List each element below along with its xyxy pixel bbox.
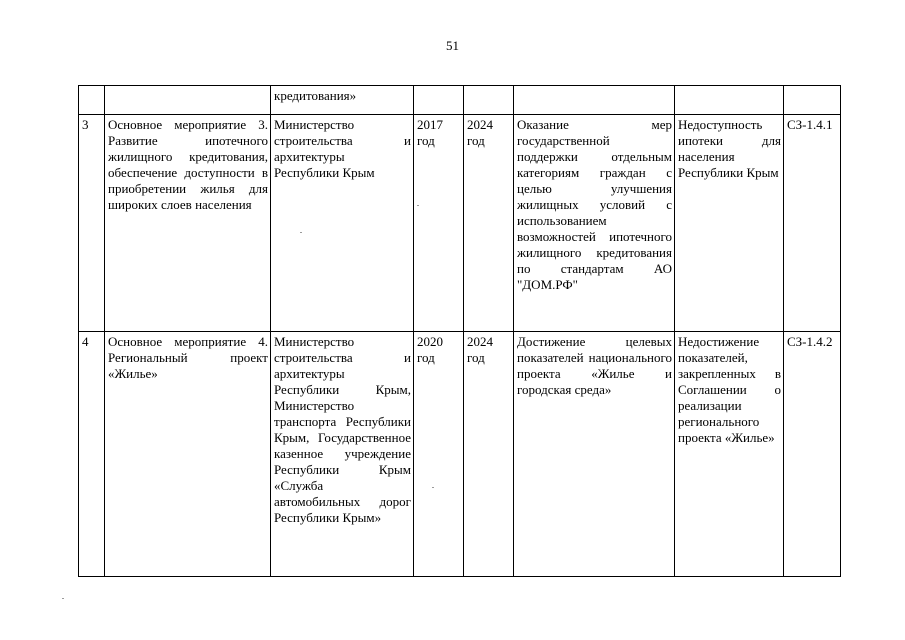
cell-indicator: СЗ-1.4.2	[784, 332, 841, 577]
cell-result: Оказание мер государственной поддержки отдельным категориям граждан с целью улучшения жилищных условий с использованием возможностей ипотечного жилищного кредитования по стандартам АО "ДОМ.РФ"	[514, 115, 675, 332]
cell-num	[79, 86, 105, 115]
cell-num: 4	[79, 332, 105, 577]
scan-speck	[62, 598, 64, 599]
scan-speck	[300, 232, 302, 233]
cell-consequence	[675, 86, 784, 115]
cell-indicator	[784, 86, 841, 115]
cell-start	[414, 86, 464, 115]
scan-speck	[432, 487, 434, 488]
cell-start: 2020 год	[414, 332, 464, 577]
cell-num: 3	[79, 115, 105, 332]
cell-start: 2017 год	[414, 115, 464, 332]
table-row	[79, 332, 841, 577]
cell-consequence: Недоступность ипотеки для населения Республики Крым	[675, 115, 784, 332]
cell-end: 2024 год	[464, 332, 514, 577]
page-number: 51	[446, 38, 459, 53]
activities-table	[78, 85, 841, 577]
cell-activity: Основное мероприятие 3. Развитие ипотечного жилищного кредитования, обеспечение доступности в приобретении жилья для широких слоев населения	[105, 115, 271, 332]
cell-end: 2024 год	[464, 115, 514, 332]
cell-end	[464, 86, 514, 115]
cell-executor: Министерство строительства и архитектуры Республики Крым	[271, 115, 414, 332]
cell-consequence: Недостижение показателей, закрепленных в Соглашении о реализации регионального проекта «Жилье»	[675, 332, 784, 577]
table-row-continuation	[79, 86, 841, 115]
cell-result: Достижение целевых показателей национального проекта «Жилье и городская среда»	[514, 332, 675, 577]
table-row	[79, 115, 841, 332]
cell-executor	[271, 86, 414, 115]
cell-activity: Основное мероприятие 4. Региональный проект «Жилье»	[105, 332, 271, 577]
cell-result	[514, 86, 675, 115]
cell-executor: Министерство строительства и архитектуры Республики Крым, Министерство транспорта Республики Крым, Государственное казенное учреждение Республики Крым «Служба автомобильных дорог Республики Крым»	[271, 332, 414, 577]
cell-indicator: СЗ-1.4.1	[784, 115, 841, 332]
scan-speck	[417, 205, 419, 206]
continuation-text: кредитования»	[274, 88, 357, 103]
cell-activity	[105, 86, 271, 115]
